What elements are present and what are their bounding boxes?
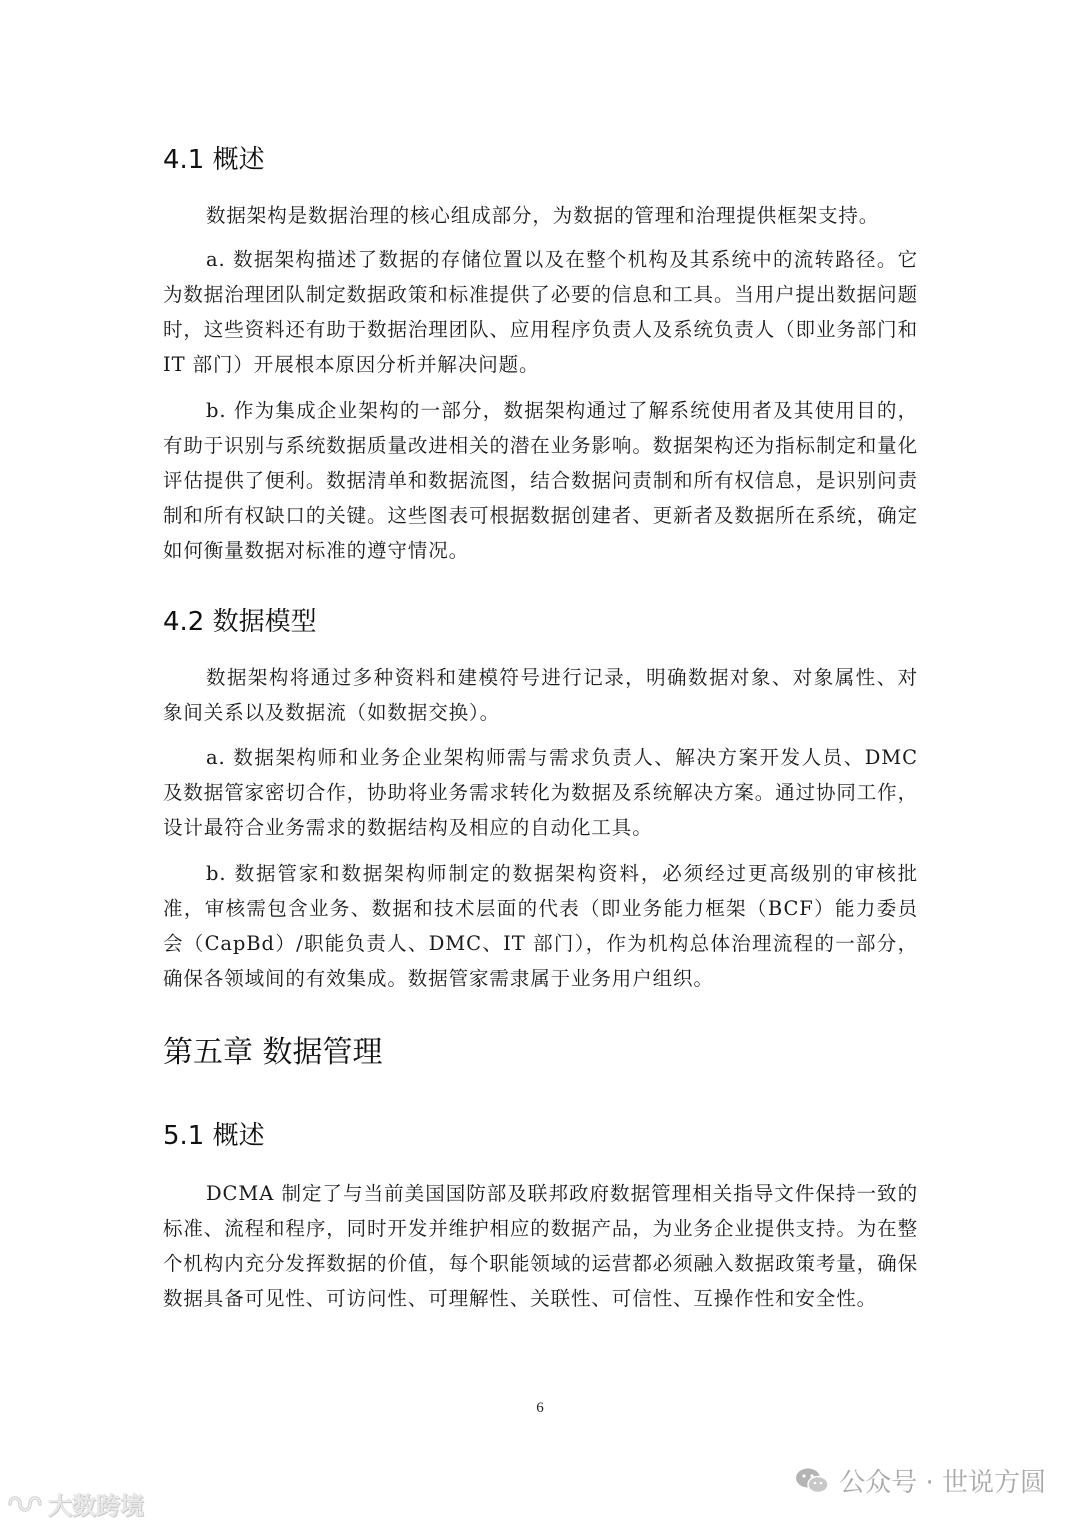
corner-logo-text: 大数跨境	[48, 1492, 144, 1520]
paragraph: b. 数据管家和数据架构师制定的数据架构资料，必须经过更高级别的审核批准，审核需包含业务、数据和技术层面的代表（即业务能力框架（BCF）能力委员会（CapBd）/职能负责人、DMC、IT 部门），作为机构总体治理流程的一部分，确保各领域间的有效集成。数据管家需隶属于业务用户组织。	[163, 862, 918, 990]
page-number: 6	[536, 1400, 544, 1416]
dsk-logo-icon	[6, 1491, 46, 1517]
paragraph: b. 作为集成企业架构的一部分，数据架构通过了解系统使用者及其使用目的，有助于识别与系统数据质量改进相关的潜在业务影响。数据架构还为指标制定和量化评估提供了便利。数据清单和数据流图，结合数据问责制和所有权信息，是识别问责制和所有权缺口的关键。这些图表可根据数据创建者、更新者及数据所在系统，确定如何衡量数据对标准的遵守情况。	[163, 399, 918, 562]
paragraph: DCMA 制定了与当前美国国防部及联邦政府数据管理相关指导文件保持一致的标准、流程和程序，同时开发并维护相应的数据产品，为业务企业提供支持。为在整个机构内充分发挥数据的价值，每个职能领域的运营都必须融入数据政策考量，确保数据具备可见性、可访问性、可理解性、关联性、可信性、互操作性和安全性。	[163, 1182, 918, 1310]
account-watermark	[795, 1462, 1046, 1499]
chapter-title: 第五章 数据管理	[163, 1035, 383, 1070]
paragraph: 数据架构是数据治理的核心组成部分，为数据的管理和治理提供框架支持。	[206, 204, 880, 227]
paragraph: a. 数据架构师和业务企业架构师需与需求负责人、解决方案开发人员、DMC 及数据管家密切合作，协助将业务需求转化为数据及系统解决方案。通过协同工作，设计最符合业务需求的数据结构及相应的自动化工具。	[163, 746, 918, 839]
paragraph: a. 数据架构描述了数据的存储位置以及在整个机构及其系统中的流转路径。它为数据治理团队制定数据政策和标准提供了必要的信息和工具。当用户提出数据问题时，这些资料还有助于数据治理团队、应用程序负责人及系统负责人（即业务部门和 IT 部门）开展根本原因分析并解决问题。	[163, 248, 918, 376]
section-heading-4-1: 4.1 概述	[163, 145, 265, 175]
account-watermark-text: 公众号 · 世说方圆	[839, 1468, 1046, 1498]
section-heading-5-1: 5.1 概述	[163, 1121, 265, 1151]
paragraph: 数据架构将通过多种资料和建模符号进行记录，明确数据对象、对象属性、对象间关系以及数据流（如数据交换）。	[163, 666, 918, 724]
corner-logo-watermark	[6, 1486, 144, 1521]
section-heading-4-2: 4.2 数据模型	[163, 607, 317, 637]
wechat-icon	[795, 1467, 829, 1495]
